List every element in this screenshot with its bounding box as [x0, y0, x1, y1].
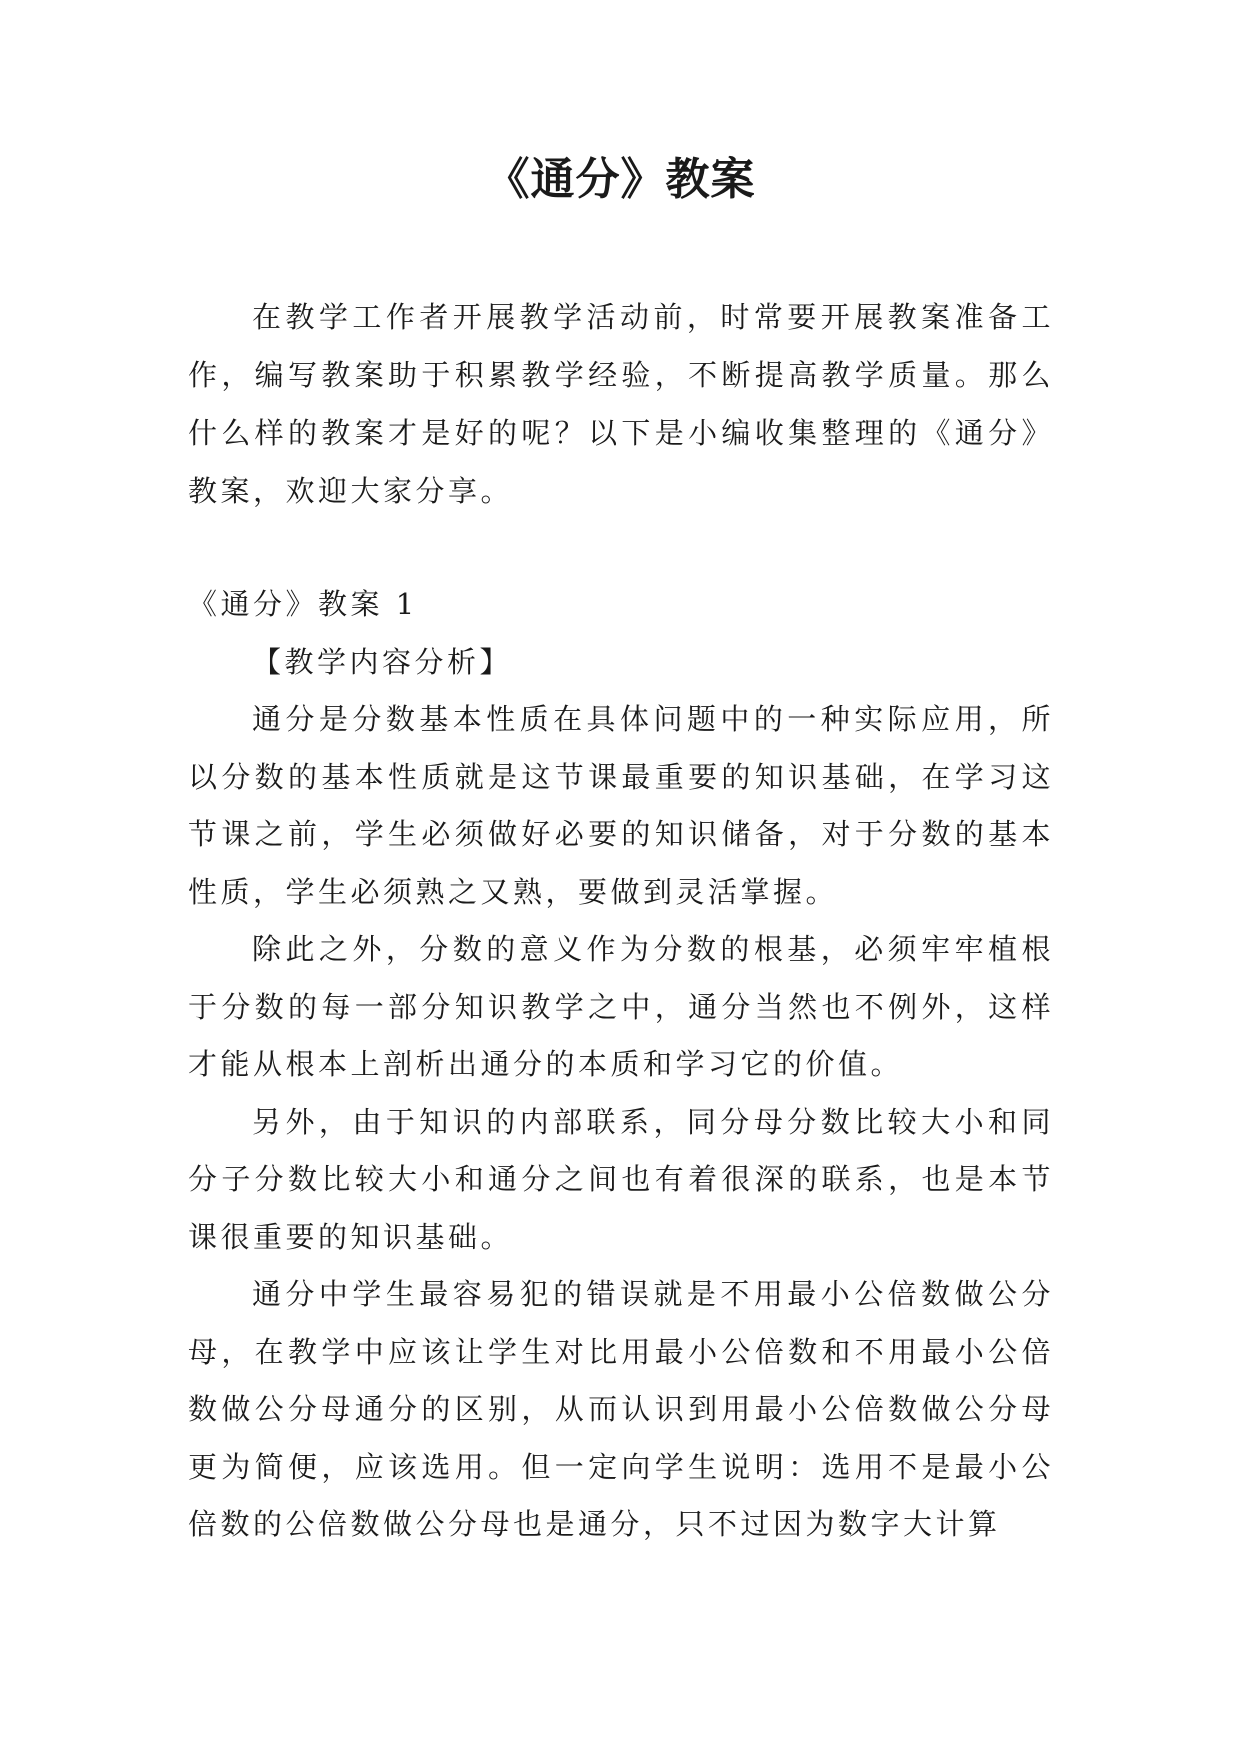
- body-paragraph-1: 通分是分数基本性质在具体问题中的一种实际应用，所以分数的基本性质就是这节课最重要的知识基础，在学习这节课之前，学生必须做好必要的知识储备，对于分数的基本性质，学生必须熟之又熟，要做到灵活掌握。: [188, 702, 1054, 909]
- subsection-title: 【教学内容分析】: [252, 644, 513, 679]
- body-paragraph-4: 通分中学生最容易犯的错误就是不用最小公倍数做公分母，在教学中应该让学生对比用最小公倍数和不用最小公倍数做公分母通分的区别，从而认识到用最小公倍数做公分母更为简便，应该选用。但一定向学生说明：选用不是最小公倍数的公倍数做公分母也是通分，只不过因为数字大计算: [188, 1277, 1054, 1541]
- body-paragraph-3: 另外，由于知识的内部联系，同分母分数比较大小和同分子分数比较大小和通分之间也有着很深的联系，也是本节课很重要的知识基础。: [188, 1104, 1054, 1254]
- document-title: 《通分》教案: [485, 154, 756, 205]
- section-title: 《通分》教案 1: [188, 587, 418, 621]
- section-block: [188, 576, 1054, 1554]
- body-paragraph-2: 除此之外，分数的意义作为分数的根基，必须牢牢植根于分数的每一部分知识教学之中，通分当然也不例外，这样才能从根本上剖析出通分的本质和学习它的价值。: [188, 932, 1054, 1081]
- intro-block: [188, 288, 1054, 520]
- intro-paragraph: 在教学工作者开展教学活动前，时常要开展教案准备工作，编写教案助于积累教学经验，不断提高教学质量。那么什么样的教案才是好的呢？以下是小编收集整理的《通分》教案，欢迎大家分享。: [188, 300, 1054, 508]
